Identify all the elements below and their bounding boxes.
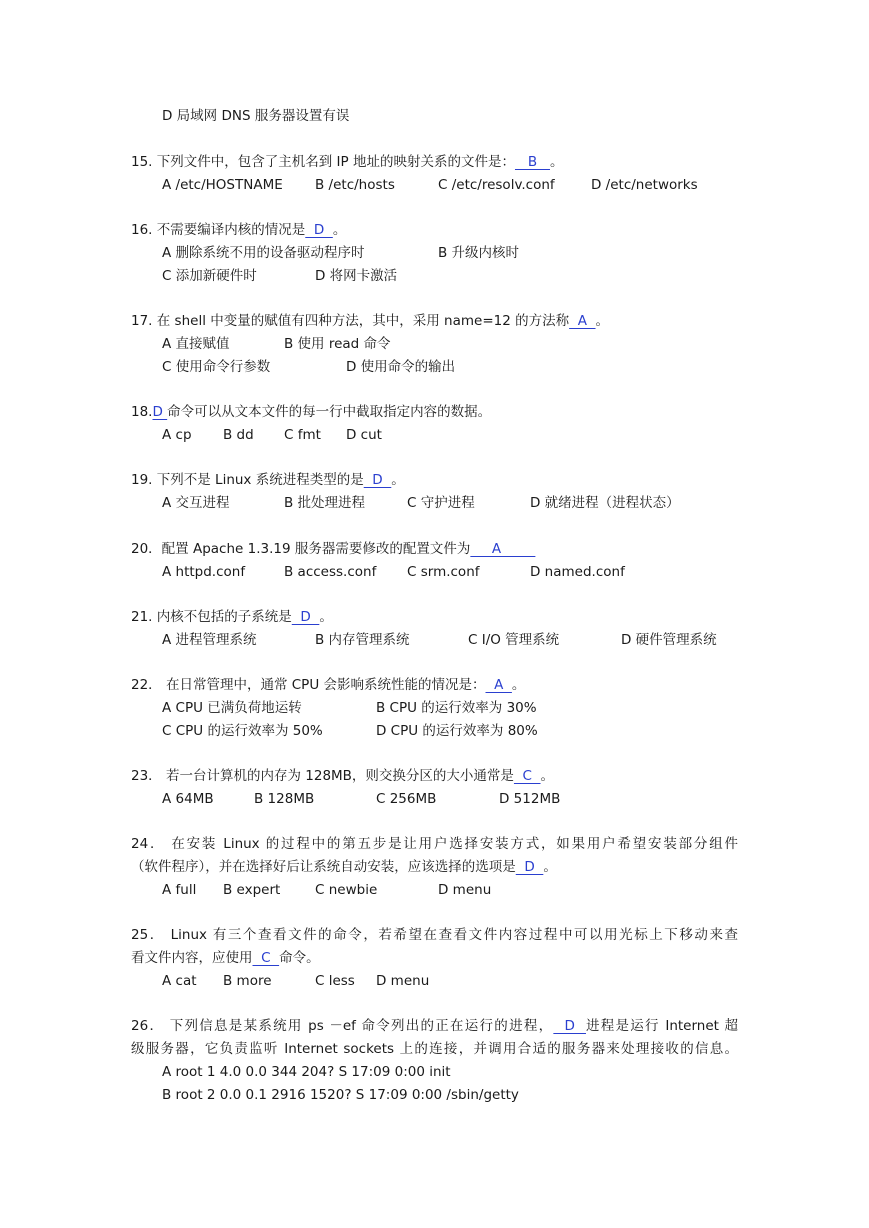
option-c: C less (315, 973, 355, 989)
option-d: D menu (438, 882, 492, 898)
question-22-stem: 22． 在日常管理中，通常 CPU 会影响系统性能的情况是： A 。 (131, 677, 526, 693)
option-c: C 使用命令行参数 (162, 359, 271, 375)
option-d: D 硬件管理系统 (621, 632, 717, 648)
option-b: B dd (223, 427, 254, 443)
option-a: A 直接赋值 (162, 336, 230, 352)
option-c: C CPU 的运行效率为 50% (162, 723, 323, 739)
document-page: D 局域网 DNS 服务器设置有误 15. 下列文件中，包含了主机名到 IP 地址的映射关系的文件是： B 。 A /etc/HOSTNAME B /etc/hosts C /etc/resolv.conf D /etc/networks 16. 不需要编译内核的情况是 D 。 A 删除系统不用的设备驱动程序时 B 升级内核时 C 添加新硬件时 D 将网卡激活 17. 在 shell 中变量的赋值有四种方法，其中，采用 name=12 的方法称 A 。 A 直接赋值 B 使用 read 命令 C 使用命令行参数 D 使用命令的输出 18.D 命令可以从文本文件的每一行中截取指定内容的数据。 A cp B dd C fmt D cut 19. 下列不是 Linux 系统进程类型的是 D 。 A 交互进程 B 批处理进程 C 守护进程 D 就绪进程（进程状态） 20．配置 Apache 1.3.19 服务器需要修改的配置文件为 A A httpd.conf B access.conf C srm.conf D named.conf 21. 内核不包括的子系统是 D 。 A 进程管理系统 B 内存管理系统 C I/O 管理系统 D 硬件管理系统 22． 在日常管理中，通常 CPU 会影响系统性能的情况是： A 。 A CPU 已满负荷地运转 B CPU 的运行效率为 30% C CPU 的运行效率为 50% D CPU 的运行效率为 80% 23． 若一台计算机的内存为 128MB，则交换分区的大小通常是 C 。 A 64MB B 128MB C 256MB D 512MB 24． 在安装 Linux 的过程中的第五步是让用户选择安装方式，如果用户希望安装部分组件 （软件程序），并在选择好后让系统自动安装，应该选择的选项是 D 。 A full B expert C newbie D menu 25． Linux 有三个查看文件的命令，若希望在查看文件内容过程中可以用光标上下移动来查 看文件内容，应使用 C 命令。 A cat B more C less D menu 26． 下列信息是某系统用 ps －ef 命令列出的正在运行的进程， D 进程是运行 Internet 超 级服务器，它负责监听 Internet sockets 上的连接，并调用合适的服务器来处理接收的信息。 A root 1 4.0 0.0 344 204? S 17:09 0:00 init B root 2 0.0 0.1 2916 1520? S 17:09 0:00 /sbin/getty (0, 0, 869, 1228)
question-25-stem-line1: 25． Linux 有三个查看文件的命令，若希望在查看文件内容过程中可以用光标上下移动来查 (131, 927, 738, 943)
option-c: C fmt (284, 427, 321, 443)
option-b: B 内存管理系统 (315, 632, 410, 648)
question-18-stem: 18.D 命令可以从文本文件的每一行中截取指定内容的数据。 (131, 404, 492, 420)
option-c: C I/O 管理系统 (468, 632, 560, 648)
question-24-stem-line2: （软件程序），并在选择好后让系统自动安装，应该选择的选项是 D 。 (131, 859, 557, 875)
question-17-stem: 17. 在 shell 中变量的赋值有四种方法，其中，采用 name=12 的方法称 A 。 (131, 313, 610, 329)
question-21-stem: 21. 内核不包括的子系统是 D 。 (131, 609, 333, 625)
answer-blank: D (515, 859, 544, 875)
question-16-stem: 16. 不需要编译内核的情况是 D 。 (131, 222, 347, 238)
option-b: B CPU 的运行效率为 30% (376, 700, 537, 716)
answer-blank: A (470, 541, 536, 557)
option-b: B 128MB (254, 791, 315, 807)
question-26-stem-line2: 级服务器，它负责监听 Internet sockets 上的连接，并调用合适的服务器来处理接收的信息。 (131, 1041, 738, 1057)
option-c: C 256MB (376, 791, 437, 807)
option-b: B 批处理进程 (284, 495, 366, 511)
option-b: B 升级内核时 (438, 245, 520, 261)
question-25-stem-line2: 看文件内容，应使用 C 命令。 (131, 950, 320, 966)
option-a: A full (162, 882, 197, 898)
answer-blank: C (252, 950, 280, 966)
option-d: D 使用命令的输出 (346, 359, 456, 375)
option-b: B more (223, 973, 272, 989)
option-b: B access.conf (284, 564, 377, 580)
option-a: A cp (162, 427, 192, 443)
option-b: B root 2 0.0 0.1 2916 1520? S 17:09 0:00 /sbin/getty (162, 1087, 519, 1103)
option-a: A httpd.conf (162, 564, 246, 580)
answer-blank: D (291, 609, 320, 625)
answer-blank: D (152, 404, 168, 420)
option-c: C 添加新硬件时 (162, 268, 257, 284)
option-d: D 将网卡激活 (315, 268, 398, 284)
option-a: A 64MB (162, 791, 214, 807)
answer-blank: D (363, 472, 392, 488)
option-d: D menu (376, 973, 430, 989)
answer-blank: B (514, 154, 550, 170)
question-15-stem: 15. 下列文件中，包含了主机名到 IP 地址的映射关系的文件是： B 。 (131, 154, 564, 170)
option-d: D cut (346, 427, 382, 443)
option-c: C 守护进程 (407, 495, 475, 511)
option-d: D /etc/networks (591, 177, 698, 193)
question-24-stem-line1: 24． 在安装 Linux 的过程中的第五步是让用户选择安装方式，如果用户希望安装部分组件 (131, 836, 738, 852)
answer-blank: A (485, 677, 512, 693)
option-a: A root 1 4.0 0.0 344 204? S 17:09 0:00 init (162, 1064, 451, 1080)
option-b: B 使用 read 命令 (284, 336, 391, 352)
answer-blank: C (513, 768, 541, 784)
option-c: C srm.conf (407, 564, 480, 580)
option-a: A 删除系统不用的设备驱动程序时 (162, 245, 365, 261)
question-23-stem: 23． 若一台计算机的内存为 128MB，则交换分区的大小通常是 C 。 (131, 768, 555, 784)
option-c: C newbie (315, 882, 378, 898)
answer-blank: A (569, 313, 596, 329)
question-19-stem: 19. 下列不是 Linux 系统进程类型的是 D 。 (131, 472, 405, 488)
question-20-stem: 20．配置 Apache 1.3.19 服务器需要修改的配置文件为 A (131, 541, 536, 557)
question-26-stem-line1: 26． 下列信息是某系统用 ps －ef 命令列出的正在运行的进程， D 进程是运行 Internet 超 (131, 1018, 739, 1034)
option-d: D named.conf (530, 564, 625, 580)
option-a: A CPU 已满负荷地运转 (162, 700, 302, 716)
option-d: D 512MB (499, 791, 561, 807)
option-b: B expert (223, 882, 281, 898)
option-a: A cat (162, 973, 197, 989)
answer-blank: D (553, 1018, 586, 1034)
option-a: A 进程管理系统 (162, 632, 257, 648)
option-b: B /etc/hosts (315, 177, 395, 193)
option-d: D CPU 的运行效率为 80% (376, 723, 538, 739)
option-d: D 就绪进程（进程状态） (530, 495, 680, 511)
answer-blank: D (305, 222, 333, 238)
option-a: A /etc/HOSTNAME (162, 177, 283, 193)
option-a: A 交互进程 (162, 495, 230, 511)
option-c: C /etc/resolv.conf (438, 177, 555, 193)
